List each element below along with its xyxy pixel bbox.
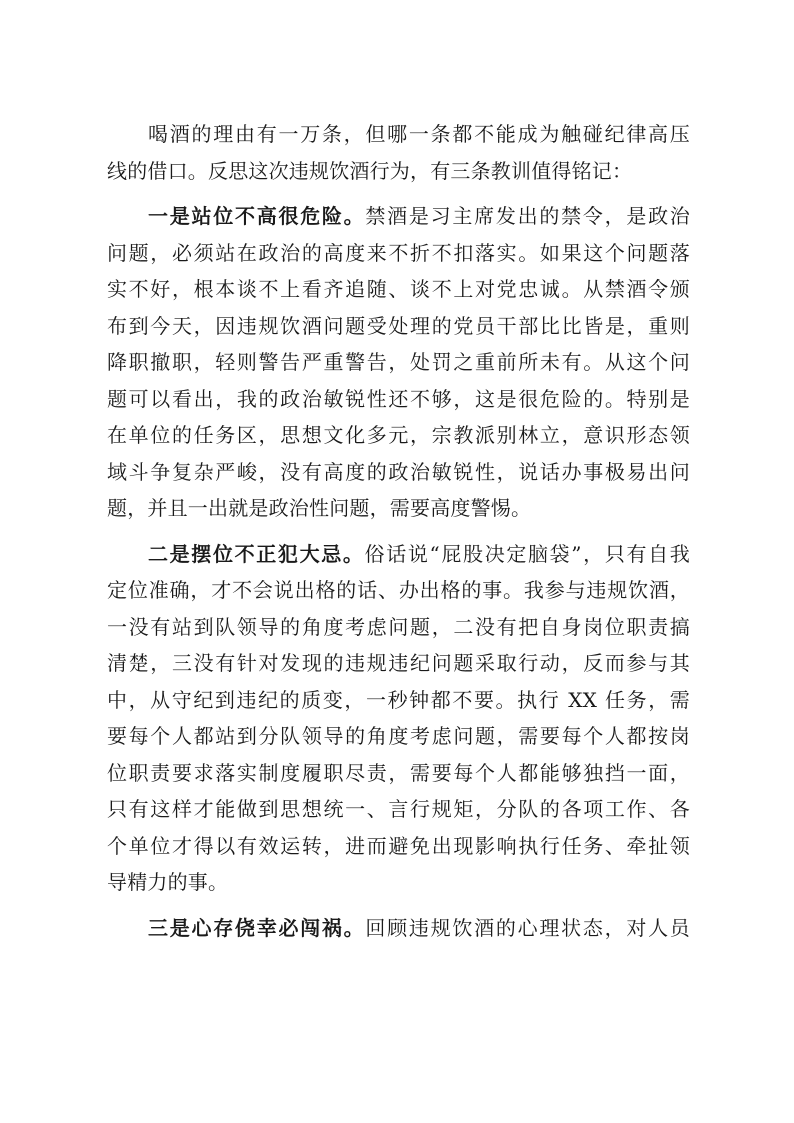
paragraph-lesson-three (107, 910, 690, 947)
text-line: 清楚，三没有针对发现的违规违纪问题采取行动，反而参与其 (107, 651, 690, 675)
text-line: 定位准确，才不会说出格的话、办出格的事。我参与违规饮酒， (107, 578, 690, 602)
text-line: 一没有站到队领导的角度考虑问题，二没有把自身岗位职责搞 (107, 614, 690, 639)
paragraph-lesson-two (107, 536, 690, 901)
text-line: 布到今天，因违规饮酒问题受处理的党员干部比比皆是，重则 (107, 313, 690, 338)
paragraph-intro (107, 116, 690, 189)
text-line: 位职责要求落实制度履职尽责，需要每个人都能够独挡一面， (107, 760, 690, 785)
text-line: 问题，必须站在政治的高度来不折不扣落实。如果这个问题落 (107, 240, 690, 265)
lesson-text: 回顾违规饮酒的心理状态，对人员 (365, 915, 691, 940)
lesson-heading: 一是站位不高很危险。 (148, 204, 366, 228)
text-line: 导精力的事。 (107, 870, 229, 894)
text-line (107, 536, 690, 573)
text-line (107, 910, 690, 947)
text-line: 降职撤职，轻则警告严重警告，处罚之重前所未有。从这个问 (107, 350, 690, 374)
text-line: 线的借口。反思这次违规饮酒行为，有三条教训值得铭记： (107, 158, 633, 183)
text-line: 喝酒的理由有一万条，但哪一条都不能成为触碰纪律高压 (148, 122, 690, 146)
lesson-heading: 三是心存侥幸必闯祸。 (148, 915, 366, 940)
text-line (107, 198, 690, 235)
text-line: 题，并且一出就是政治性问题，需要高度警惕。 (107, 496, 532, 520)
lesson-text: 俗话说“屁股决定脑袋”，只有自我 (364, 541, 691, 566)
text-line: 在单位的任务区，思想文化多元，宗教派别林立，意识形态领 (107, 423, 690, 447)
text-line: 只有这样才能做到思想统一、言行规矩，分队的各项工作、各 (107, 797, 690, 821)
text-line: 题可以看出，我的政治敏锐性还不够，这是很危险的。特别是 (107, 386, 690, 411)
lesson-heading: 二是摆位不正犯大忌。 (148, 541, 365, 566)
text-line: 个单位才得以有效运转，进而避免出现影响执行任务、牵扯领 (107, 833, 690, 858)
text-line: 域斗争复杂严峻，没有高度的政治敏锐性，说话办事极易出问 (107, 459, 690, 484)
paragraph-lesson-one (107, 198, 690, 527)
text-line: 中，从守纪到违纪的质变，一秒钟都不要。执行 XX 任务，需 (107, 687, 690, 712)
text-line: 要每个人都站到分队领导的角度考虑问题，需要每个人都按岗 (107, 724, 690, 748)
lesson-text: 禁酒是习主席发出的禁令，是政治 (365, 204, 691, 228)
text-line: 实不好，根本谈不上看齐追随、谈不上对党忠诚。从禁酒令颁 (107, 277, 690, 301)
document-body (107, 116, 690, 955)
